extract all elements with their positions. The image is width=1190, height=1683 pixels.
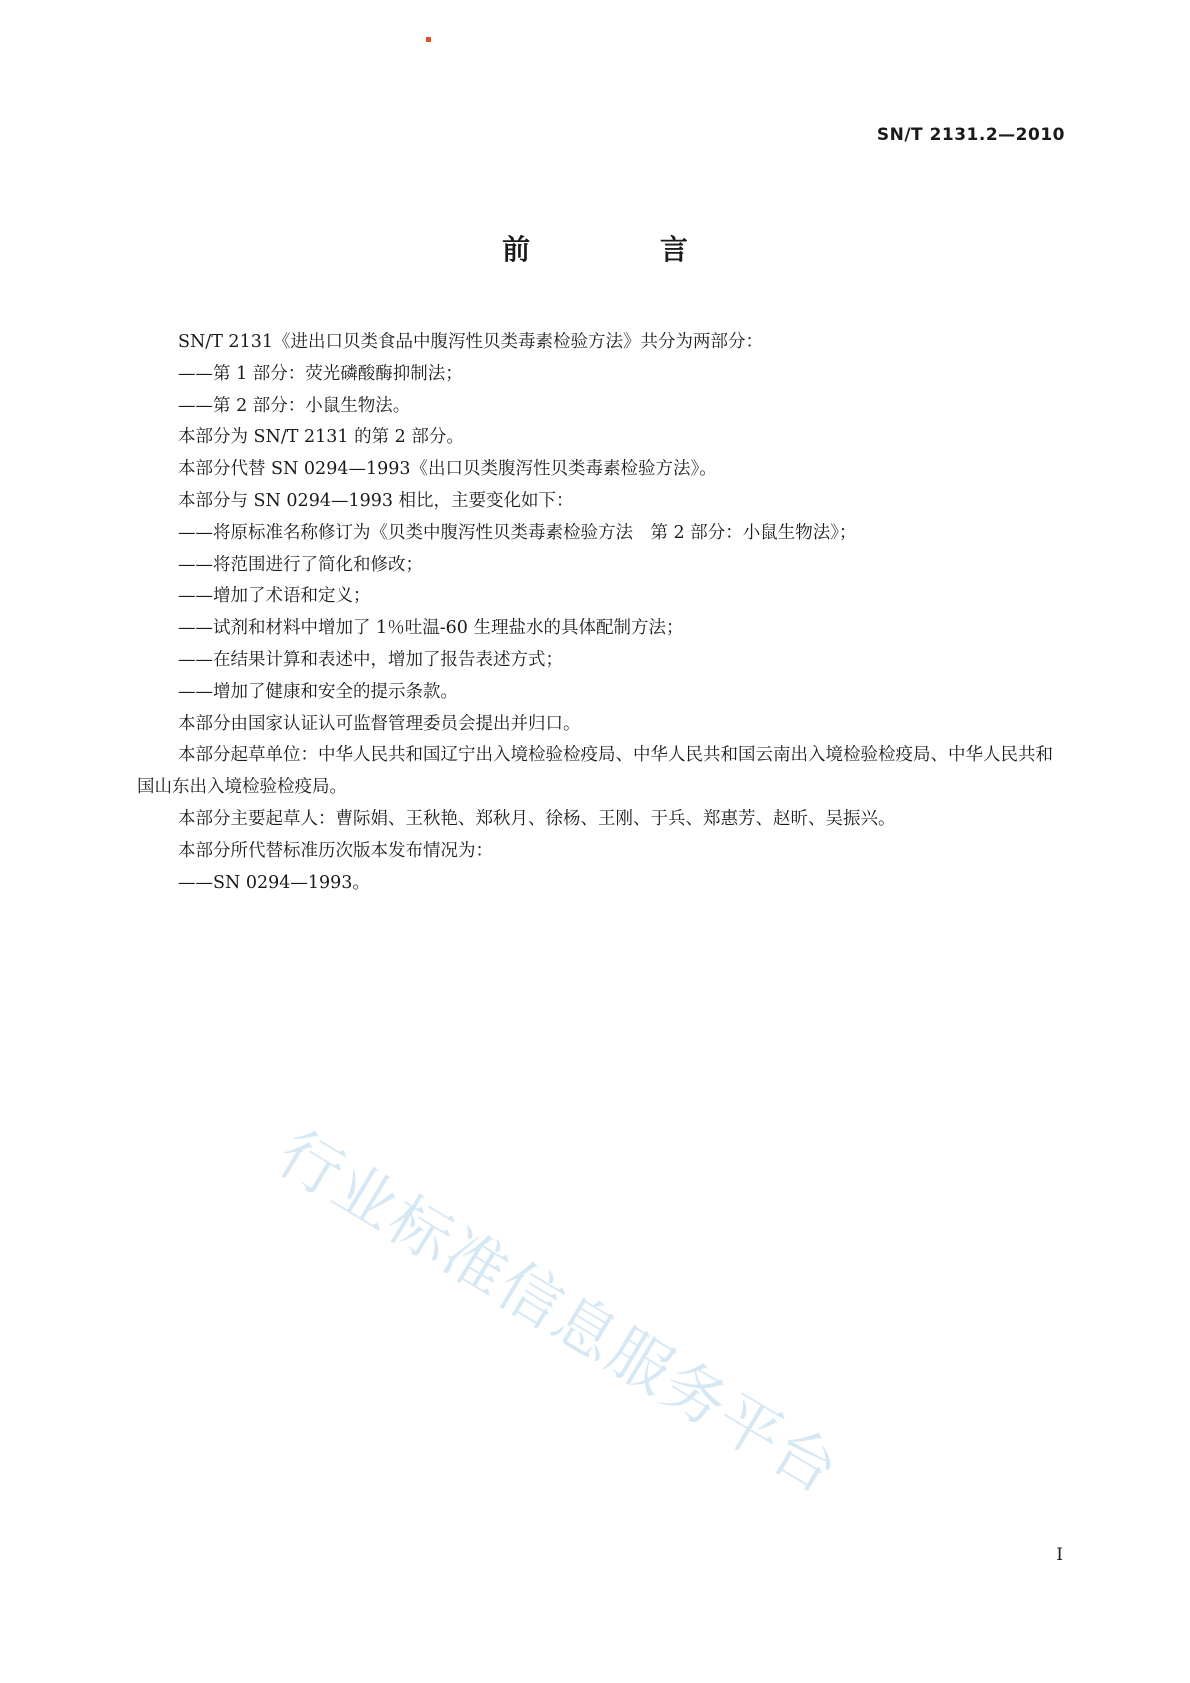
list-item: ——将范围进行了简化和修改；	[178, 554, 423, 575]
list-item: ——增加了术语和定义；	[178, 586, 371, 607]
paragraph: 本部分主要起草人：曹际娟、王秋艳、郑秋月、徐杨、王刚、于兵、郑惠芳、赵昕、吴振兴。	[178, 808, 896, 829]
paragraph: 本部分起草单位：中华人民共和国辽宁出入境检验检疫局、中华人民共和国云南出入境检验检疫局、中华人民共和国山东出入境检验检疫局。	[137, 745, 1053, 798]
foreword-body	[137, 327, 1067, 899]
paragraph: 本部分与 SN 0294—1993 相比，主要变化如下：	[178, 490, 574, 511]
paragraph: SN/T 2131《进出口贝类食品中腹泻性贝类毒素检验方法》共分为两部分：	[178, 332, 763, 352]
list-item: ——将原标准名称修订为《贝类中腹泻性贝类毒素检验方法 第 2 部分：小鼠生物法》；	[178, 522, 857, 543]
print-mark	[426, 37, 431, 42]
watermark: 行业标准信息服务平台	[265, 1116, 852, 1509]
list-item: ——第 1 部分：荧光磷酸酶抑制法；	[178, 363, 463, 384]
page-number: I	[1056, 1545, 1063, 1565]
list-item: ——在结果计算和表述中，增加了报告表述方式；	[178, 649, 563, 670]
paragraph: 本部分所代替标准历次版本发布情况为：	[178, 840, 493, 861]
paragraph: 本部分由国家认证认可监督管理委员会提出并归口。	[178, 713, 581, 734]
list-item: ——增加了健康和安全的提示条款。	[178, 681, 458, 702]
page-title: 前 言	[502, 233, 748, 266]
paragraph: 本部分代替 SN 0294—1993《出口贝类腹泻性贝类毒素检验方法》。	[178, 459, 717, 480]
standard-number: SN/T 2131.2—2010	[876, 125, 1065, 145]
list-item: ——第 2 部分：小鼠生物法。	[178, 395, 411, 416]
paragraph: 本部分为 SN/T 2131 的第 2 部分。	[178, 427, 464, 448]
list-item: ——SN 0294—1993。	[178, 872, 370, 893]
list-item: ——试剂和材料中增加了 1％吐温-60 生理盐水的具体配制方法；	[178, 618, 684, 639]
